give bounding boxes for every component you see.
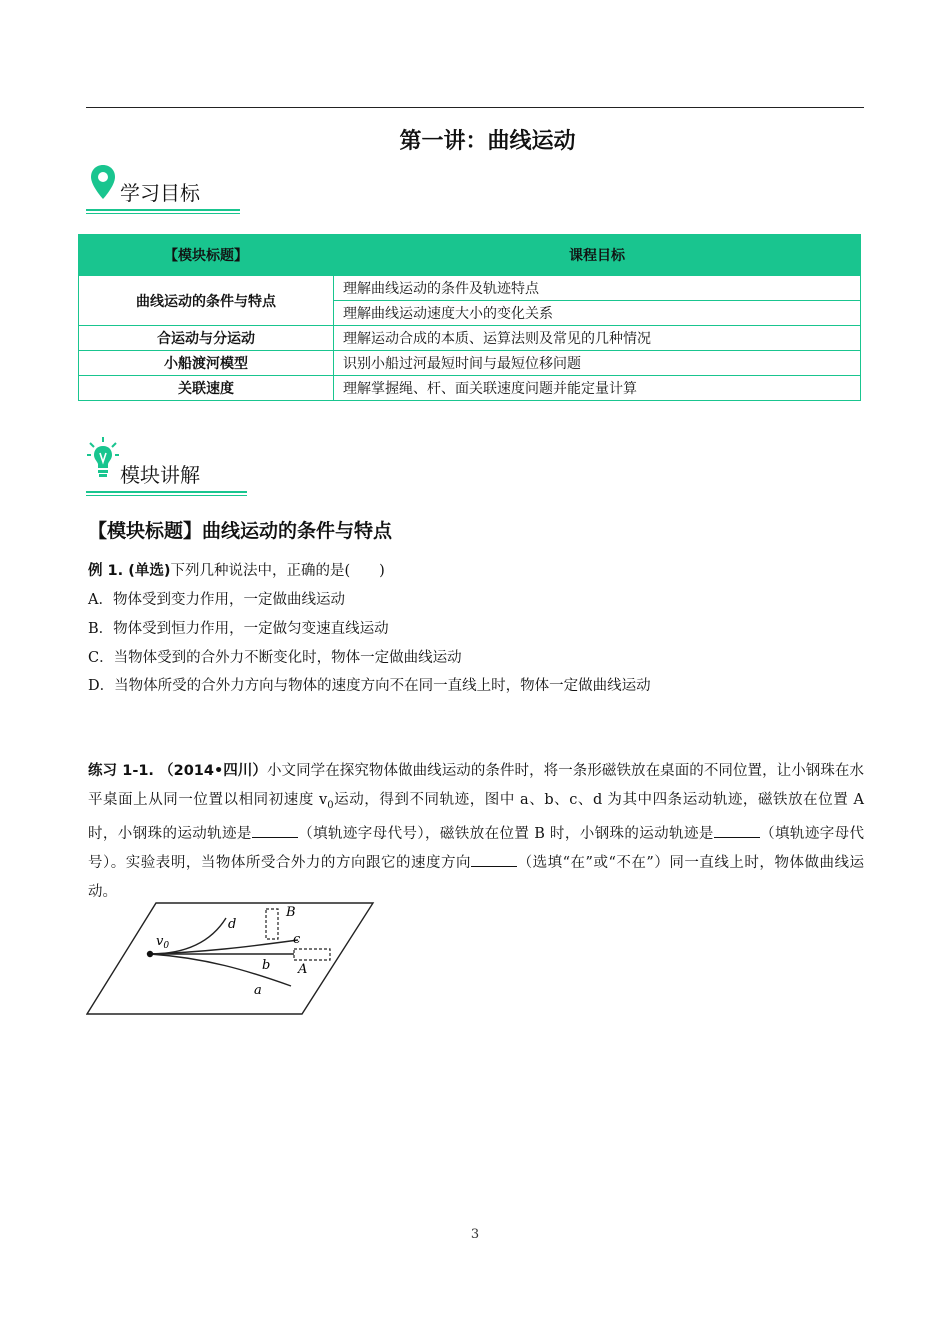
table-row <box>79 351 861 376</box>
label-d: d <box>228 917 237 932</box>
table-cell-goal: 理解曲线运动速度大小的变化关系 <box>334 301 861 326</box>
section-underline-thin <box>86 495 247 496</box>
example-1-option-b: B．物体受到恒力作用，一定做匀变速直线运动 <box>88 621 389 637</box>
example-1-option-d: D．当物体所受的合外力方向与物体的速度方向不在同一直线上时，物体一定做曲线运动 <box>88 678 651 694</box>
practice-1-1-prefix: 练习 1-1. （2014•四川） <box>88 763 267 779</box>
example-1-option-c: C．当物体受到的合外力不断变化时，物体一定做曲线运动 <box>88 650 462 666</box>
page-title: 第一讲：曲线运动 <box>399 129 576 154</box>
table-header-module: 【模块标题】 <box>79 235 334 276</box>
table-cell-module: 关联速度 <box>79 376 334 401</box>
table-cell-goal: 理解运动合成的本质、运算法则及常见的几种情况 <box>334 326 861 351</box>
magnet-position-b <box>266 909 278 939</box>
practice-text: 运动，得到不同轨迹，图中 a、b、c、d 为其中四条运动轨迹，磁铁放在位置 A 时，小钢珠的运动轨迹是 <box>88 792 864 842</box>
lightbulb-icon <box>86 436 120 480</box>
table-row <box>79 326 861 351</box>
table-cell-module: 小船渡河模型 <box>79 351 334 376</box>
label-a: a <box>254 983 262 998</box>
answer-blank-1[interactable] <box>252 823 298 838</box>
label-v0: $v_0$ <box>156 934 170 951</box>
label-b: b <box>262 958 271 973</box>
practice-text: 小文同学在探究物体做曲线运动的条件时，将一条形磁铁放在桌面的不同位置，让小钢珠在水平桌面上从同一位置以相同初速度 v <box>88 763 864 808</box>
example-1-option-a: A．物体受到变力作用，一定做曲线运动 <box>88 592 345 608</box>
table-row <box>79 376 861 401</box>
practice-text: （选填“在”或“不在”）同一直线上时，物体做曲线运动。 <box>88 854 865 900</box>
example-1-prefix: 例 1. (单选) <box>88 563 171 579</box>
table-cell-module: 合运动与分运动 <box>79 326 334 351</box>
goals-table <box>78 234 861 401</box>
table-cell-goal: 识别小船过河最短时间与最短位移问题 <box>334 351 861 376</box>
answer-blank-2[interactable] <box>714 823 760 838</box>
table-row <box>79 276 861 301</box>
section-header-lecture <box>86 446 256 496</box>
table-header-goal: 课程目标 <box>334 235 861 276</box>
table-cell-goal: 理解曲线运动的条件及轨迹特点 <box>334 276 861 301</box>
section-header-goals <box>86 164 246 214</box>
label-B: B <box>286 905 296 920</box>
answer-blank-3[interactable] <box>471 852 517 867</box>
trajectory-figure <box>86 902 376 1016</box>
label-A: A <box>298 962 308 977</box>
example-1-stem <box>88 559 385 580</box>
table-cell-goal: 理解掌握绳、杆、面关联速度问题并能定量计算 <box>334 376 861 401</box>
section-underline-thin <box>86 213 240 214</box>
section-label-lecture: 模块讲解 <box>120 463 200 487</box>
label-c: c <box>293 932 301 947</box>
practice-1-1 <box>88 757 864 907</box>
section-underline <box>86 209 240 211</box>
table-cell-module: 曲线运动的条件与特点 <box>79 276 334 326</box>
magnet-position-a <box>294 949 330 960</box>
location-pin-icon <box>90 164 116 200</box>
module-title: 【模块标题】曲线运动的条件与特点 <box>88 520 393 542</box>
top-rule <box>86 107 864 108</box>
section-label-goals: 学习目标 <box>120 181 200 205</box>
example-1-question: 下列几种说法中，正确的是( ) <box>170 563 385 579</box>
section-underline <box>86 491 247 493</box>
table-header-row <box>79 235 861 276</box>
practice-subscript: 0 <box>327 799 334 811</box>
start-point <box>147 951 153 957</box>
practice-text: （填轨迹字母代号）。实验表明，当物体所受合外力的方向跟它的速度方向 <box>88 825 865 871</box>
page-number: 3 <box>470 1227 480 1242</box>
practice-text: （填轨迹字母代号），磁铁放在位置 B 时，小钢珠的运动轨迹是 <box>297 825 714 842</box>
